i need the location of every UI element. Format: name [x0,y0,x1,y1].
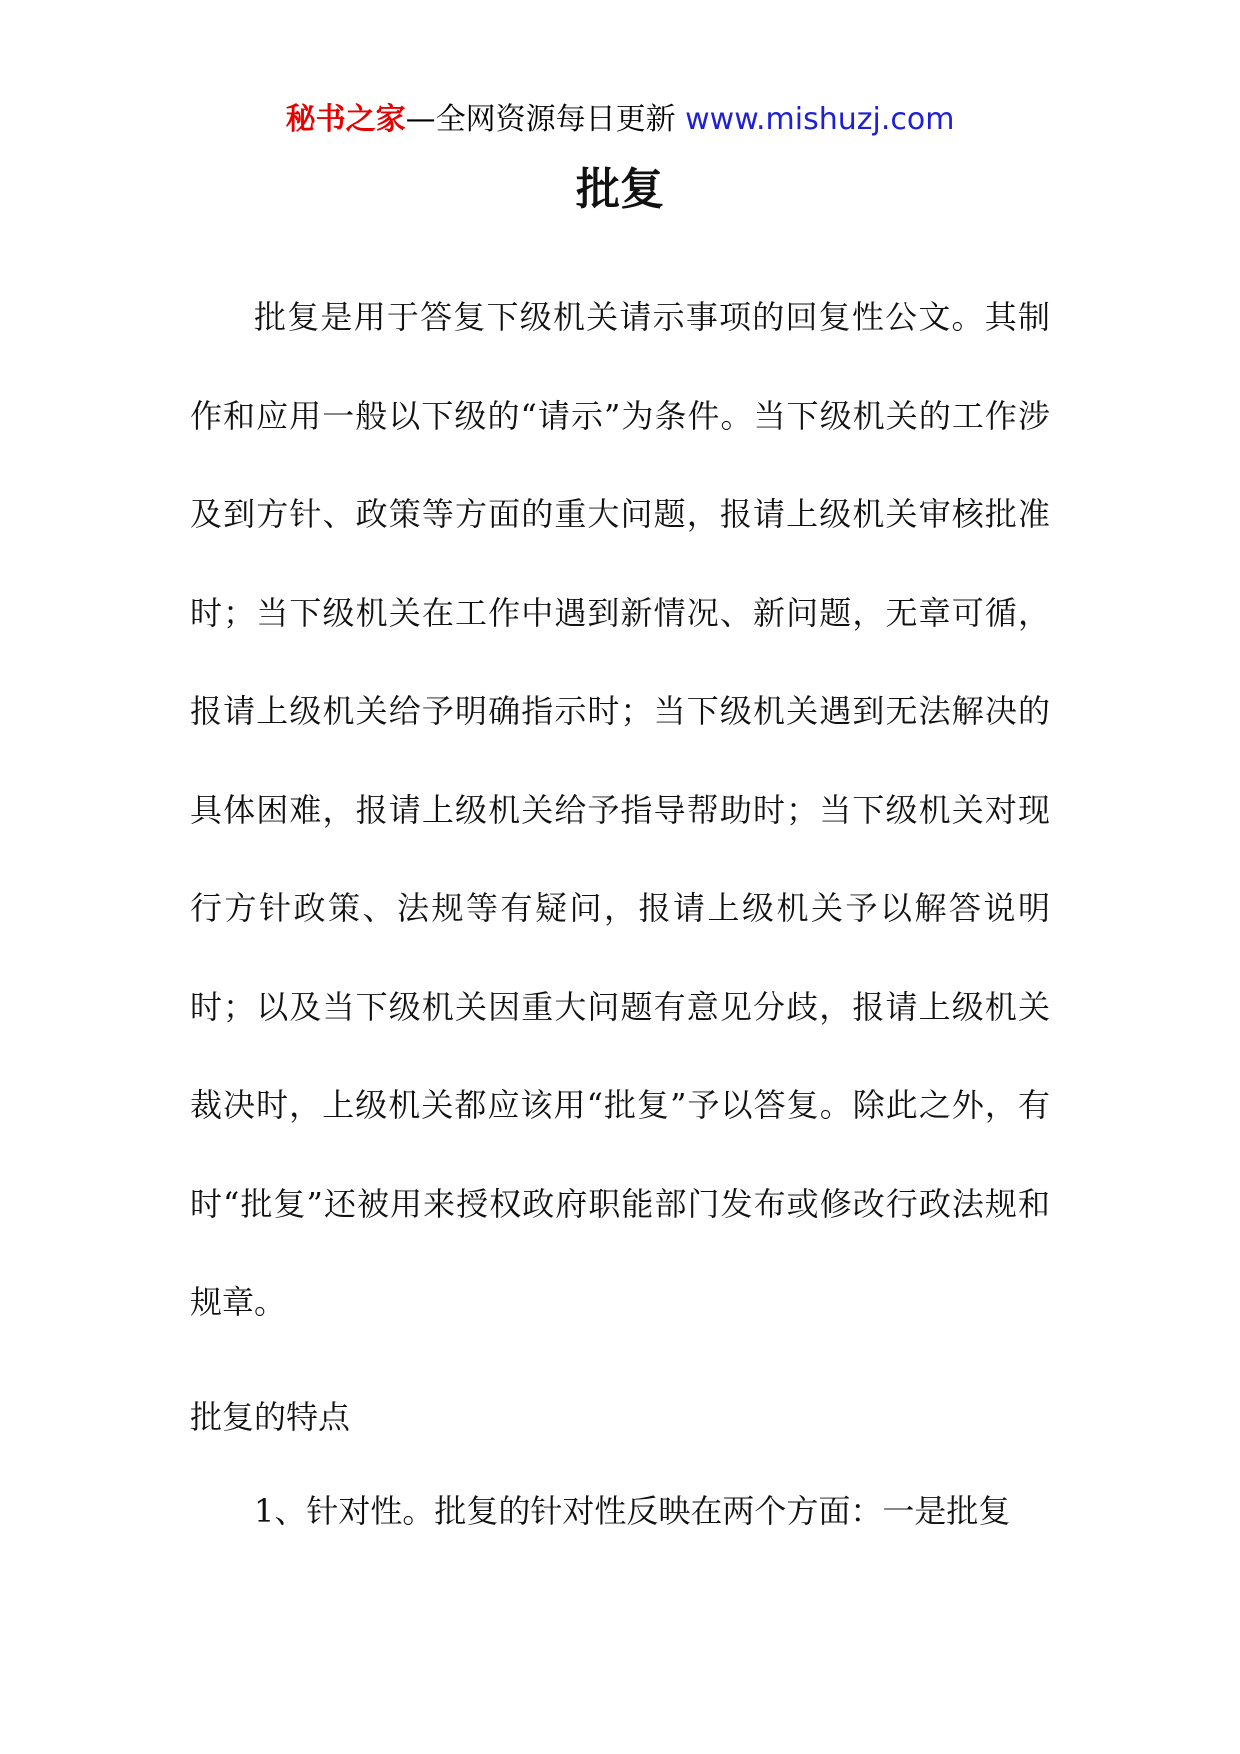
document-title: 批复 [576,164,664,215]
site-header [0,98,1240,142]
site-slogan: —全网资源每日更新 [405,102,676,137]
site-brand: 秘书之家 [285,102,406,137]
site-url-link[interactable]: www.mishuzj.com [685,102,955,137]
list-item-1: 1、针对性。批复的针对性反映在两个方面：一是批复 [254,1492,1011,1530]
intro-paragraph: 批复是用于答复下级机关请示事项的回复性公文。其制作和应用一般以下级的“请示”为条件。当下级机关的工作涉及到方针、政策等方面的重大问题，报请上级机关审核批准时；当下级机关在工作中遇到新情况、新问题，无章可循，报请上级机关给予明确指示时；当下级机关遇到无法解决的具体困难，报请上级机关给予指导帮助时；当下级机关对现行方针政策、法规等有疑问，报请上级机关予以解答说明时；以及当下级机关因重大问题有意见分歧，报请上级机关裁决时，上级机关都应该用“批复”予以答复。除此之外，有时“批复”还被用来授权政府职能部门发布或修改行政法规和规章。 [190,298,1050,1321]
document-body [190,268,1050,1352]
section-heading: 批复的特点 [190,1398,351,1436]
